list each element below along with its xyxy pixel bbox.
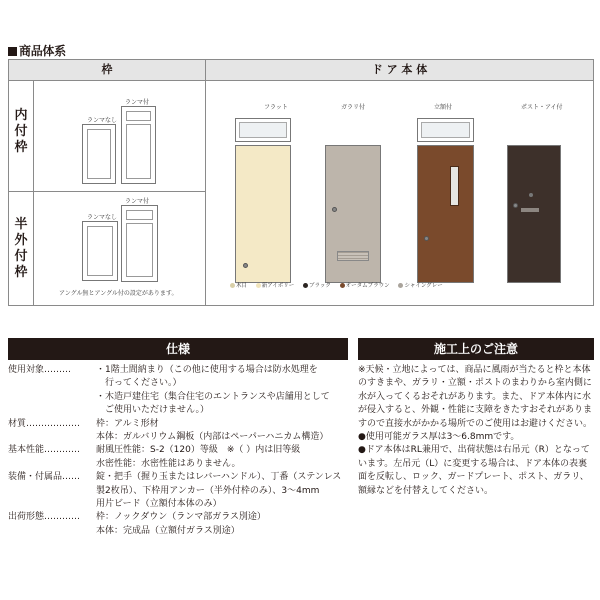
door-louver [325, 145, 381, 283]
section-title: 商品体系 [8, 42, 66, 59]
label-ranma-tsuki: ランマ付 [125, 99, 150, 106]
bullet-square-icon [8, 47, 17, 56]
swatch: オータムブラウン [340, 283, 390, 289]
door-post-eye [507, 145, 561, 283]
color-swatches [230, 281, 450, 289]
swatch: ブラック [303, 283, 331, 289]
spec-list [8, 364, 348, 538]
divider [9, 191, 205, 192]
spec-row: 装備・付属品…… 錠・把手（握り玉またはレバーハンドル）、丁番（ステンレス 製2枚吊）、下枠用アンカー（半外付枠のみ）、3～4mm 用片ビード（立額付本体のみ） [8, 472, 342, 510]
header-door: ド ア 本 体 [206, 60, 593, 81]
swatch: 木目 [230, 283, 247, 289]
caution-paragraph: ※天候・立地によっては、商品に風雨が当たると枠と本体のすきまや、ガラリ・立額・ポストのまわりから室内側に水が入ってくるおそれがあります。また、ドア本体内に水が侵入すると、外観・性能に支障をきたすおそれがありますので直接水がかかる場所でのご使用はお避けください。 [358, 365, 593, 429]
frame-inner-no-transom [82, 124, 116, 184]
angle-note: アングル無とアングル付の設定があります。 [59, 290, 178, 297]
color-dot-icon [340, 283, 345, 288]
label-ranma-nashi: ランマなし [87, 117, 118, 124]
caution-paragraph: ●使用可能ガラス厚は3～6.8mmです。 [358, 432, 520, 443]
frame-half-with-transom [121, 205, 158, 282]
divider [33, 81, 34, 305]
spec-title-bar: 仕様 [8, 338, 348, 360]
label-ranma-nashi: ランマなし [87, 214, 118, 221]
door-flat [235, 118, 291, 283]
caution-title-bar: 施工上のご注意 [358, 338, 594, 360]
caution-paragraph: ●ドア本体はRL兼用で、出荷状態は右吊元（R）となっています。左吊元（L）に変更する場合は、ドア本体の表裏面を反転し、ロック、ガードプレート、ポスト、ガラリ、額縁などを付替えしてください。 [358, 445, 590, 496]
product-system-table [8, 59, 594, 306]
spec-row: 基本性能………… 耐風圧性能：S-2（120）等級 ※（ ）内は旧等級 水密性能：水密性能はありません。 [8, 445, 301, 469]
color-dot-icon [398, 283, 403, 288]
frame-half-no-transom [82, 221, 118, 281]
swatch: シャイングレー [398, 283, 442, 289]
spec-row: 出荷形態………… 枠：ノックダウン（ランマ部ガラス別途） 本体：完成品（立額付ガラス別途） [8, 512, 266, 536]
row-label-inner: 内付枠 [14, 108, 28, 155]
door-label-frame-glass: 立額付 [434, 104, 453, 111]
door-label-louver: ガラリ付 [341, 104, 366, 111]
divider [205, 60, 206, 305]
label-ranma-tsuki: ランマ付 [125, 198, 150, 205]
header-frame: 枠 [9, 60, 205, 81]
door-label-flat: フラット [264, 104, 288, 111]
color-dot-icon [256, 283, 261, 288]
spec-row: 材質……………… 枠：アルミ形材 本体：ガルバリウム鋼板（内部はペーパーハニカム構造） [8, 418, 329, 443]
color-dot-icon [303, 283, 308, 288]
row-label-half: 半外付枠 [14, 217, 28, 280]
color-dot-icon [230, 283, 235, 288]
door-frame-glass [417, 118, 474, 283]
spec-row: 使用対象……… ・1階土間納まり（この他に使用する場合は防水処理を 行ってください。） ・木造戸建住宅（集合住宅のエントランスや店舗用として ご使用いただけません。） [8, 365, 330, 416]
frame-inner-with-transom [121, 106, 156, 184]
door-label-post-eye: ポスト・アイ付 [521, 104, 563, 111]
swatch: 新アイボリー [256, 283, 295, 289]
caution-list [358, 364, 594, 498]
